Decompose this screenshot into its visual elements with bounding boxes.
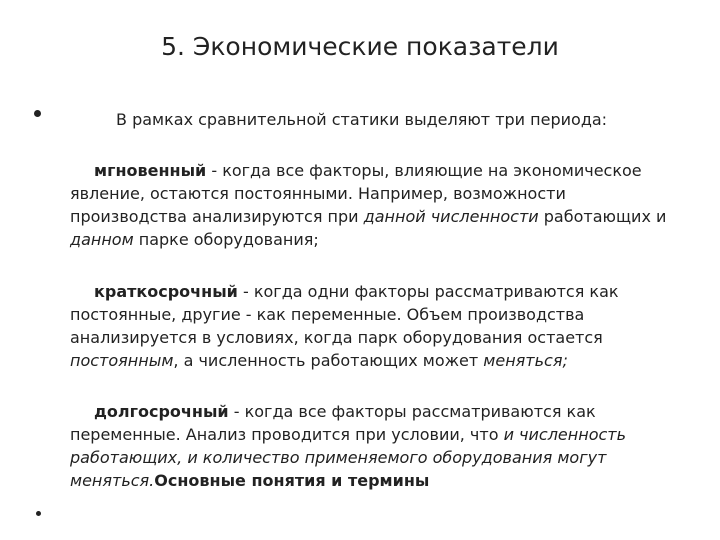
slide-title: 5. Экономические показатели <box>161 32 559 61</box>
italic-text: и численность работающих, и количество применяемого оборудования могут меняться. <box>70 425 627 490</box>
italic-text: постоянным <box>70 351 174 370</box>
period-long-term <box>70 400 685 492</box>
italic-text: данном <box>70 230 134 249</box>
section-tail: Основные понятия и термины <box>154 471 430 490</box>
intro-text: В рамках сравнительной статики выделяют три периода: <box>116 110 608 129</box>
text: работающих и <box>538 207 667 226</box>
term-instant: мгновенный <box>94 161 207 180</box>
italic-text: данной численности <box>363 207 539 226</box>
bullet-icon <box>36 511 41 516</box>
bullet-icon <box>34 110 41 117</box>
text: - когда одни факторы рассматриваются как постоянные, другие - как переменные. Объем производства анализируется в условиях, когда парк оборудования остается <box>70 282 619 347</box>
term-long-term: долгосрочный <box>94 402 229 421</box>
italic-text: меняться; <box>483 351 568 370</box>
text: - когда все факторы, влияющие на экономическое явление, остаются постоянными. Например, возможности производства анализируются при <box>70 161 642 226</box>
text: парке оборудования; <box>133 230 319 249</box>
text: , а численность работающих может <box>173 351 484 370</box>
period-instant <box>70 159 685 251</box>
text: - когда все факторы рассматриваются как переменные. Анализ проводится при условии, что <box>70 402 596 444</box>
term-short-term: краткосрочный <box>94 282 238 301</box>
period-short-term <box>70 280 685 372</box>
